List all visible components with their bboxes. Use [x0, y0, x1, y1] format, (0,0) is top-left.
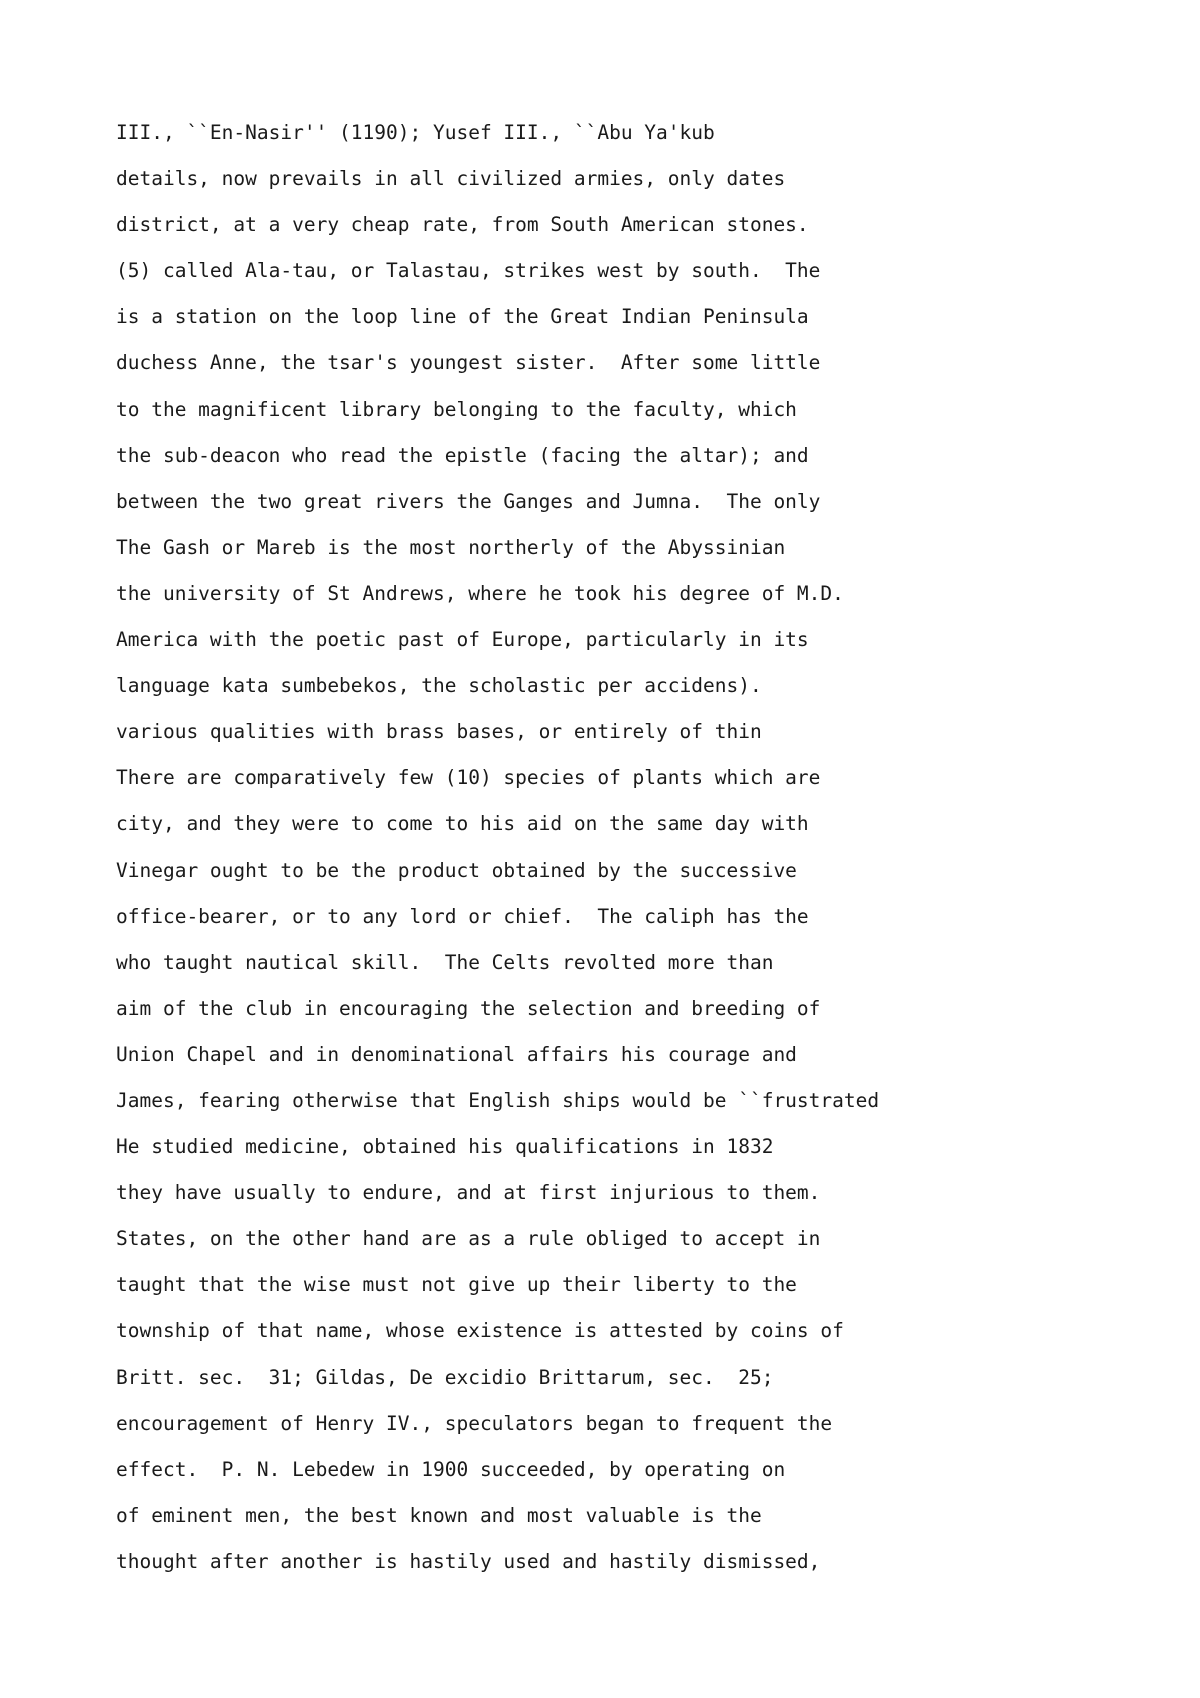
- text-line: district, at a very cheap rate, from South American stones.: [116, 213, 809, 237]
- text-line: Britt. sec. 31; Gildas, De excidio Brittarum, sec. 25;: [116, 1365, 774, 1389]
- text-line: States, on the other hand are as a rule obliged to accept in: [116, 1227, 821, 1251]
- text-line: thought after another is hastily used and hastily dismissed,: [116, 1549, 821, 1573]
- text-line: aim of the club in encouraging the selection and breeding of: [116, 996, 821, 1020]
- text-line: He studied medicine, obtained his qualifications in 1832: [116, 1135, 774, 1159]
- text-line: The Gash or Mareb is the most northerly of the Abyssinian: [116, 535, 786, 559]
- text-line: of eminent men, the best known and most valuable is the: [116, 1503, 762, 1527]
- text-line: Vinegar ought to be the product obtained by the successive: [116, 858, 797, 882]
- text-body: [116, 110, 1156, 1585]
- text-line: city, and they were to come to his aid on the same day with: [116, 812, 809, 836]
- text-line: is a station on the loop line of the Great Indian Peninsula: [116, 305, 809, 329]
- text-line: to the magnificent library belonging to the faculty, which: [116, 397, 797, 421]
- text-line: details, now prevails in all civilized armies, only dates: [116, 167, 786, 191]
- text-line: between the two great rivers the Ganges and Jumna. The only: [116, 489, 821, 513]
- text-line: duchess Anne, the tsar's youngest sister. After some little: [116, 351, 821, 375]
- text-line: America with the poetic past of Europe, particularly in its: [116, 628, 809, 652]
- text-line: Union Chapel and in denominational affairs his courage and: [116, 1042, 797, 1066]
- text-line: the university of St Andrews, where he took his degree of M.D.: [116, 581, 844, 605]
- text-line: (5) called Ala-tau, or Talastau, strikes west by south. The: [116, 259, 821, 283]
- text-line: language kata sumbebekos, the scholastic per accidens).: [116, 674, 762, 698]
- text-line: the sub-deacon who read the epistle (facing the altar); and: [116, 443, 809, 467]
- text-line: various qualities with brass bases, or entirely of thin: [116, 720, 762, 744]
- text-line: effect. P. N. Lebedew in 1900 succeeded, by operating on: [116, 1457, 786, 1481]
- text-line: James, fearing otherwise that English ships would be ``frustrated: [116, 1088, 880, 1112]
- text-line: There are comparatively few (10) species of plants which are: [116, 766, 821, 790]
- text-line: office-bearer, or to any lord or chief. The caliph has the: [116, 904, 809, 928]
- text-line: encouragement of Henry IV., speculators began to frequent the: [116, 1411, 833, 1435]
- text-line: township of that name, whose existence is attested by coins of: [116, 1319, 844, 1343]
- text-line: who taught nautical skill. The Celts revolted more than: [116, 950, 774, 974]
- text-line: III., ``En-Nasir'' (1190); Yusef III., ``Abu Ya'kub: [116, 121, 715, 144]
- text-line: taught that the wise must not give up their liberty to the: [116, 1273, 797, 1297]
- text-line: they have usually to endure, and at first injurious to them.: [116, 1181, 821, 1205]
